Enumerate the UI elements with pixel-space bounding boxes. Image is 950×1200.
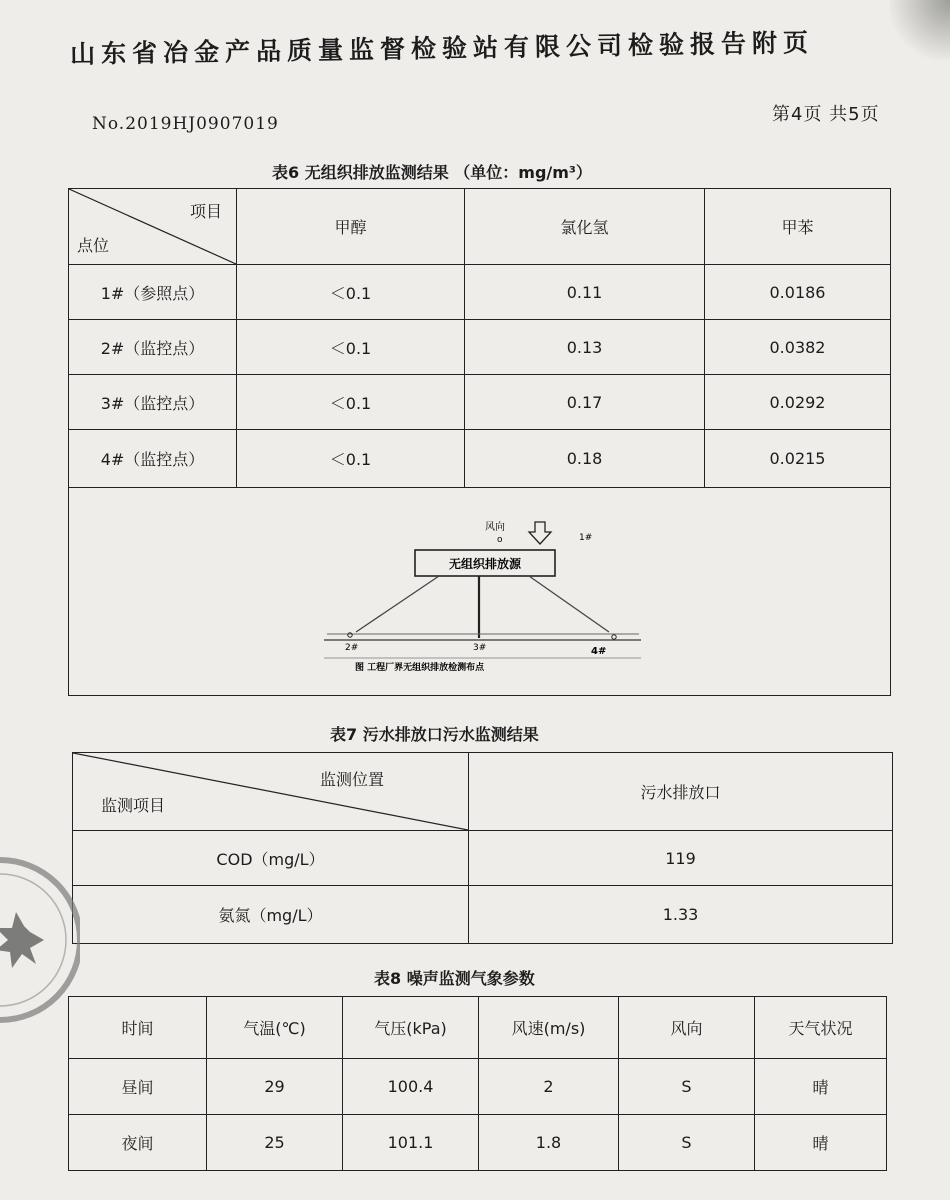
svg-text:o: o: [497, 535, 503, 545]
wind-arrow-icon: [529, 522, 551, 544]
table-row: [73, 886, 893, 944]
wind-speed-cell: 1.8: [479, 1115, 619, 1171]
point-cell: 4#（监控点）: [69, 430, 237, 488]
hcl-cell: 0.11: [465, 265, 705, 320]
column-header-time: 时间: [69, 997, 207, 1059]
column-header-wind-speed: 风速(m/s): [479, 997, 619, 1059]
wind-direction-cell: S: [619, 1059, 755, 1115]
table7-header-row: [73, 753, 893, 831]
weather-cell: 晴: [755, 1115, 887, 1171]
pressure-cell: 100.4: [343, 1059, 479, 1115]
column-header-weather: 天气状况: [755, 997, 887, 1059]
point3-label: 3#: [473, 643, 487, 653]
page-number: 第4页 共5页: [772, 104, 880, 125]
official-seal-stamp: [0, 840, 80, 1040]
time-cell: 昼间: [69, 1059, 207, 1115]
wind-direction-cell: S: [619, 1115, 755, 1171]
diagram-row: [69, 488, 891, 696]
point-cell: 1#（参照点）: [69, 265, 237, 320]
weather-cell: 晴: [755, 1059, 887, 1115]
table-row: [69, 430, 891, 488]
toluene-cell: 0.0382: [705, 320, 891, 375]
toluene-cell: 0.0292: [705, 375, 891, 430]
corner-label-item: 项目: [189, 202, 222, 221]
table-row: [69, 375, 891, 430]
temperature-cell: 25: [207, 1115, 343, 1171]
layout-figure: [69, 488, 891, 696]
hcl-cell: 0.18: [465, 430, 705, 488]
table-row: [73, 831, 893, 886]
corner-label-location: 监测位置: [319, 770, 384, 789]
figure-caption: 图 工程厂界无组织排放检测布点: [355, 663, 485, 673]
column-header-wind-direction: 风向: [619, 997, 755, 1059]
methanol-cell: ＜0.1: [237, 265, 465, 320]
table8-header-row: [69, 997, 887, 1059]
diagonal-line: [73, 753, 468, 830]
toluene-cell: 0.0215: [705, 430, 891, 488]
value-cell: 119: [469, 831, 893, 886]
time-cell: 夜间: [69, 1115, 207, 1171]
methanol-cell: ＜0.1: [237, 375, 465, 430]
toluene-cell: 0.0186: [705, 265, 891, 320]
corner-label-item: 监测项目: [101, 796, 166, 815]
point4-label: 4#: [591, 646, 607, 657]
table6-header-row: [69, 189, 891, 265]
column-header-methanol: 甲醇: [237, 189, 465, 265]
table-row: [69, 265, 891, 320]
wind-label: 风向: [485, 522, 505, 533]
point2-label: 2#: [345, 643, 359, 653]
column-header-temperature: 气温(℃): [207, 997, 343, 1059]
source-label: 无组织排放源: [448, 557, 522, 571]
table7-caption: 表7 污水排放口污水监测结果: [330, 725, 539, 744]
point1-label: 1#: [579, 533, 593, 543]
corner-label-point: 点位: [77, 236, 110, 255]
table7: [72, 752, 893, 944]
item-cell: COD（mg/L）: [73, 831, 469, 886]
column-header-outlet: 污水排放口: [469, 753, 893, 831]
report-number: No.2019HJ0907019: [92, 114, 279, 134]
column-header-hcl: 氯化氢: [465, 189, 705, 265]
table-row: [69, 1115, 887, 1171]
wind-speed-cell: 2: [479, 1059, 619, 1115]
table7-corner-cell: [73, 753, 469, 831]
table-row: [69, 1059, 887, 1115]
point-cell: 3#（监控点）: [69, 375, 237, 430]
table8: [68, 996, 887, 1171]
report-title: 山东省冶金产品质量监督检验站有限公司检验报告附页: [69, 28, 815, 69]
hcl-cell: 0.17: [465, 375, 705, 430]
item-cell: 氨氮（mg/L）: [73, 886, 469, 944]
column-header-toluene: 甲苯: [705, 189, 891, 265]
pressure-cell: 101.1: [343, 1115, 479, 1171]
column-header-pressure: 气压(kPa): [343, 997, 479, 1059]
table6: [68, 188, 891, 696]
table8-caption: 表8 噪声监测气象参数: [374, 969, 535, 988]
methanol-cell: ＜0.1: [237, 430, 465, 488]
table6-caption: 表6 无组织排放监测结果 （单位：mg/m³）: [272, 163, 592, 182]
table6-corner-cell: [69, 189, 237, 265]
temperature-cell: 29: [207, 1059, 343, 1115]
table-row: [69, 320, 891, 375]
sampling-layout-diagram: [69, 488, 891, 696]
value-cell: 1.33: [469, 886, 893, 944]
methanol-cell: ＜0.1: [237, 320, 465, 375]
hcl-cell: 0.13: [465, 320, 705, 375]
point-cell: 2#（监控点）: [69, 320, 237, 375]
